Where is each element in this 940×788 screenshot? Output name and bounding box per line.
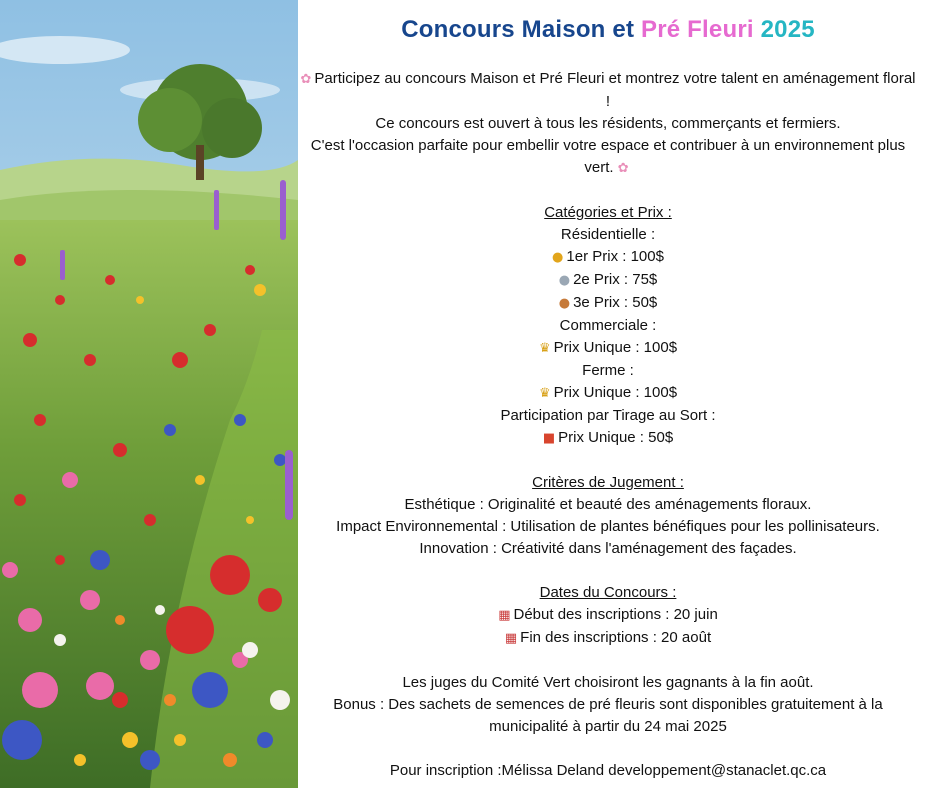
title-part-pre-fleuri: Pré Fleuri — [641, 16, 754, 43]
prize-farm-text: Prix Unique : 100$ — [553, 384, 678, 401]
date-start — [300, 604, 916, 627]
contact-line: Pour inscription :Mélissa Deland developpement@stanaclet.qc.ca — [389, 762, 827, 779]
prize-commercial-text: Prix Unique : 100$ — [553, 339, 678, 356]
prize-farm — [300, 382, 916, 405]
cherry-blossom-icon: ✿ — [300, 72, 312, 87]
category-draw: Participation par Tirage au Sort : — [500, 407, 716, 424]
judges-note: Les juges du Comité Vert choisiront les gagnants à la fin août. — [402, 674, 814, 691]
prize-second-text: 2e Prix : 75$ — [573, 271, 658, 288]
cherry-blossom-icon: ✿ — [617, 161, 629, 176]
category-farm: Ferme : — [582, 362, 634, 379]
criteria-aesthetic: Esthétique : Originalité et beauté des aménagements floraux. — [404, 496, 812, 513]
intro-text-1: Participez au concours Maison et Pré Fleuri et montrez votre talent en aménagement floral ! — [314, 70, 916, 110]
gift-icon: ■ — [542, 431, 556, 446]
calendar-icon: ▦ — [498, 608, 511, 623]
date-end-text: Fin des inscriptions : 20 août — [520, 629, 712, 646]
category-residential: Résidentielle : — [560, 226, 656, 243]
dates-heading: Dates du Concours : — [539, 584, 677, 601]
bonus-note: Bonus : Des sachets de semences de pré fleuris sont disponibles gratuitement à la municipalité à partir du 24 mai 2025 — [333, 696, 883, 735]
page-title — [300, 14, 916, 46]
contest-announcement — [300, 0, 916, 788]
flower-meadow-image — [0, 0, 298, 788]
title-part-year: 2025 — [753, 16, 815, 43]
announcement-body — [300, 68, 916, 782]
trophy-icon: ♛ — [538, 386, 551, 401]
title-part-main: Concours Maison et — [401, 16, 642, 43]
prize-commercial — [300, 337, 916, 360]
prize-first-text: 1er Prix : 100$ — [566, 248, 664, 265]
date-end — [300, 627, 916, 650]
prize-third-text: 3e Prix : 50$ — [573, 294, 658, 311]
bronze-medal-icon: ● — [558, 296, 571, 311]
date-start-text: Début des inscriptions : 20 juin — [513, 606, 718, 623]
criteria-environment: Impact Environnemental : Utilisation de plantes bénéfiques pour les pollinisateurs. — [336, 518, 880, 535]
prize-draw-text: Prix Unique : 50$ — [558, 429, 674, 446]
silver-medal-icon: ● — [558, 273, 571, 288]
criteria-heading: Critères de Jugement : — [532, 474, 684, 491]
trophy-icon: ♛ — [538, 341, 551, 356]
prize-second — [300, 269, 916, 292]
intro-line-1 — [300, 68, 916, 113]
intro-line-2: Ce concours est ouvert à tous les résidents, commerçants et fermiers. — [375, 115, 841, 132]
calendar-icon: ▦ — [504, 631, 518, 646]
intro-text-3: C'est l'occasion parfaite pour embellir votre espace et contribuer à un environnement plus vert. — [310, 137, 906, 176]
prize-draw — [300, 427, 916, 450]
category-commercial: Commerciale : — [559, 317, 657, 334]
prizes-heading: Catégories et Prix : — [544, 204, 672, 221]
intro-line-3 — [300, 135, 916, 180]
prize-third — [300, 292, 916, 315]
prize-first — [300, 246, 916, 269]
criteria-innovation: Innovation : Créativité dans l'aménagement des façades. — [419, 540, 797, 557]
gold-medal-icon: ● — [552, 250, 564, 265]
